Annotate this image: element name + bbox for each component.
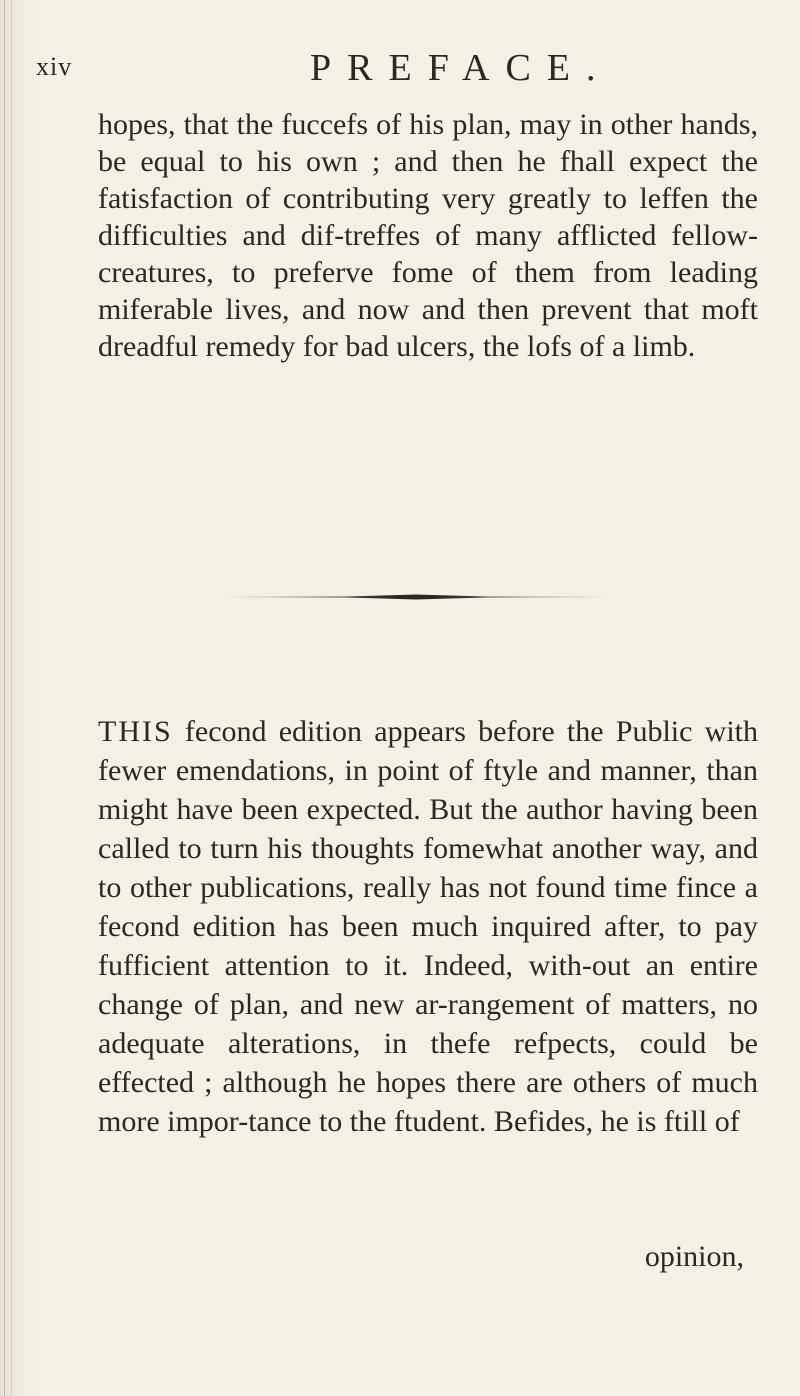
page-header — [36, 46, 760, 92]
paragraph-text: fecond edition appears before the Public with fewer emendations, in point of ftyle and manner, than might have been expected. But the author having been called to turn his thoughts fomewhat another way, and to other publications, really has not found time fince a fecond edition has been much inquired after, to pay fufficient attention to it. Indeed, with-out an entire change of plan, and new ar-rangement of matters, no adequate alterations, in thefe refpects, could be effected ; although he hopes there are others of much more impor-tance to the ftudent. Befides, he is ftill of — [98, 715, 758, 1138]
page-edge-line — [4, 0, 5, 1396]
section-divider — [216, 594, 616, 600]
paragraph-opening-word: THIS — [98, 715, 173, 748]
paragraph: hopes, that the fuccefs of his plan, may in other hands, be equal to his own ; and then he fhall expect the fatisfaction of contributing very greatly to leffen the difficulties and dif-treffes of many afflicted fellow-creatures, to preferve fome of them from leading miferable lives, and now and then prevent that moft dreadful remedy for bad ulcers, the lofs of a limb. — [98, 108, 758, 363]
page-number: xiv — [36, 52, 73, 81]
paragraph — [98, 712, 758, 1141]
page-edge-line — [11, 0, 12, 1396]
running-head: PREFACE. — [310, 47, 612, 89]
catchword: opinion, — [644, 1240, 744, 1273]
